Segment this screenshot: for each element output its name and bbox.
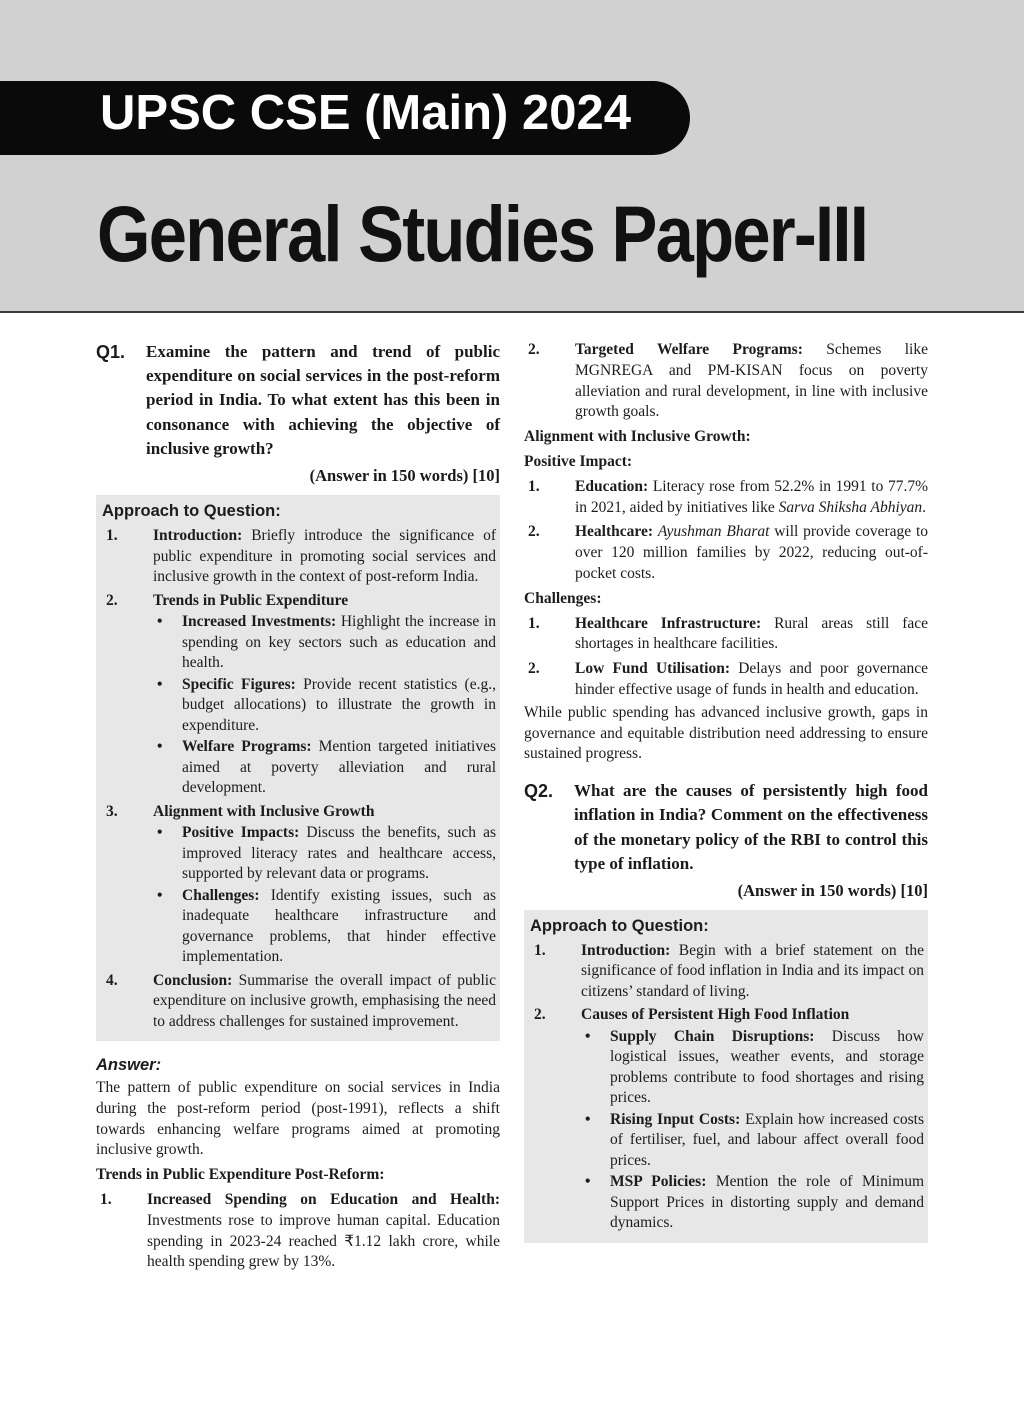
subitem-text: Mention the role of Minimum Support Prices in distorting supply and demand dynamics. <box>610 1173 925 1232</box>
question-text: What are the causes of persistently high food inflation in India? Comment on the effectiveness of the monetary policy of the RBI to control this type of inflation. <box>574 781 928 873</box>
approach-title: Approach to Question: <box>102 502 281 521</box>
approach-item <box>102 971 496 1033</box>
answer-conclusion: While public spending has advanced inclusive growth, gaps in governance and equitable distribution need addressing to ensure sustained progress. <box>524 703 928 763</box>
item-number: 1. <box>534 941 546 959</box>
approach-item <box>102 526 496 588</box>
answer-title: Answer: <box>96 1056 162 1075</box>
item-number: 2. <box>106 591 118 609</box>
bullet: • <box>157 738 163 756</box>
approach-subitem <box>153 737 496 799</box>
subitem-label: Specific Figures: <box>182 675 296 693</box>
item-text: Briefly introduce the significance of public expenditure in promoting social services and inclusive growth in the context of post-reform India. <box>153 527 496 586</box>
answer-item <box>524 659 928 701</box>
question-text: Examine the pattern and trend of public expenditure on social services in the post-reform period in India. To what extent has this been in consonance with achieving the objective of inclusive growth? <box>146 342 500 458</box>
approach-title: Approach to Question: <box>530 916 709 935</box>
approach-box <box>96 495 500 1041</box>
item-label: Causes of Persistent High Food Inflation <box>581 1006 850 1024</box>
approach-subitem <box>581 1172 924 1234</box>
item-text: Investments rose to improve human capital. Education spending in 2023-24 reached ₹1.12 lakh crore, while health spending grew by 13%. <box>147 1211 500 1271</box>
scheme-name: Sarva Shiksha Abhiyan <box>778 498 923 516</box>
item-number: 4. <box>106 971 118 989</box>
question-number: Q1. <box>96 342 126 362</box>
item-label: Low Fund Utilisation: <box>575 660 731 678</box>
subitem-text: Identify existing issues, such as inadequate healthcare infrastructure and governance problems, that hinder effective implementation. <box>182 886 496 966</box>
page-header <box>0 0 1024 313</box>
approach-subitem <box>153 675 496 737</box>
left-column <box>96 340 500 1273</box>
question-number: Q2. <box>524 781 554 802</box>
item-label: Education: <box>575 477 649 495</box>
subitem-text: Provide recent statistics (e.g., budget allocations) to illustrate the growth in expenditure. <box>182 675 496 734</box>
subitem-text: Discuss the benefits, such as improved literacy rates and healthcare access, supported by relevant data or programs. <box>182 824 496 883</box>
approach-subitem <box>581 1027 924 1109</box>
approach-item <box>530 941 924 1003</box>
positive-heading: Positive Impact: <box>524 452 633 470</box>
approach-subitem <box>581 1110 924 1172</box>
exam-banner <box>0 81 690 155</box>
subitem-text: Discuss how logistical issues, weather events, and storage problems contribute to food shortages and rising prices. <box>610 1027 925 1107</box>
item-number: 2. <box>528 341 540 358</box>
item-number: 3. <box>106 802 118 820</box>
subitem-text: Explain how increased costs of fertiliser, fuel, and labour affect overall food prices. <box>610 1110 924 1169</box>
item-number: 1. <box>106 527 118 545</box>
approach-subitem <box>153 886 496 968</box>
bullet: • <box>157 675 163 693</box>
exam-title: UPSC CSE (Main) 2024 <box>100 86 631 140</box>
item-label: Trends in Public Expenditure <box>153 591 349 609</box>
item-label: Alignment with Inclusive Growth <box>153 802 375 820</box>
item-label: Introduction: <box>581 941 671 959</box>
item-text: . <box>922 498 927 516</box>
bullet: • <box>585 1027 591 1045</box>
scheme-name: Ayushman Bharat <box>657 523 770 541</box>
item-text: Summarise the overall impact of public expenditure on inclusive growth, emphasising the need to address challenges for sustained improvement. <box>153 971 496 1030</box>
subitem-label: Positive Impacts: <box>182 824 300 842</box>
approach-subitem <box>153 612 496 674</box>
item-number: 1. <box>528 477 540 495</box>
bullet: • <box>157 886 163 904</box>
answer-item <box>524 614 928 656</box>
item-label: Targeted Welfare Programs: <box>575 341 803 358</box>
item-label: Introduction: <box>153 527 243 545</box>
paper-title: General Studies Paper-III <box>97 189 868 278</box>
item-label: Conclusion: <box>153 971 233 989</box>
item-text: Schemes like MGNREGA and PM-KISAN focus on poverty alleviation and rural development, in line with inclusive growth goals. <box>575 341 928 421</box>
item-label: Healthcare Infrastructure: <box>575 614 762 632</box>
question-1 <box>96 340 500 489</box>
answer-intro: The pattern of public expenditure on social services in India during the post-reform period (post-1991), reflects a shift towards enhancing welfare programs aimed at promoting inclusive growth. <box>96 1079 500 1159</box>
answer-item <box>96 1190 500 1273</box>
item-number: 1. <box>100 1191 112 1208</box>
alignment-heading: Alignment with Inclusive Growth: <box>524 428 751 446</box>
answer-item <box>524 522 928 584</box>
bullet: • <box>157 613 163 631</box>
trends-heading: Trends in Public Expenditure Post-Reform: <box>96 1166 385 1184</box>
item-number: 2. <box>528 660 540 678</box>
question-2 <box>524 779 928 904</box>
approach-item <box>530 1005 924 1234</box>
item-label: Healthcare: <box>575 523 654 541</box>
subitem-label: Rising Input Costs: <box>610 1110 741 1128</box>
right-column <box>524 340 928 1243</box>
item-text: will provide coverage to over 120 million families by 2022, reducing out-of-pocket costs. <box>575 523 928 582</box>
item-text: Rural areas still face shortages in healthcare facilities. <box>575 614 929 653</box>
item-number: 2. <box>528 523 540 541</box>
item-text: Delays and poor governance hinder effective usage of funds in health and education. <box>575 660 929 698</box>
approach-subitem <box>153 823 496 885</box>
subitem-text: Mention targeted initiatives aimed at poverty alleviation and rural development. <box>182 738 496 797</box>
question-marks: (Answer in 150 words) [10] <box>309 466 500 486</box>
subitem-text: Highlight the increase in spending on key sectors such as education and health. <box>182 613 496 672</box>
subitem-label: Supply Chain Disruptions: <box>610 1027 815 1045</box>
subitem-label: Increased Investments: <box>182 613 337 631</box>
answer-item <box>524 340 928 423</box>
item-text: Literacy rose from 52.2% in 1991 to 77.7% in 2021, aided by initiatives like <box>575 477 928 516</box>
approach-box <box>524 910 928 1243</box>
bullet: • <box>585 1173 591 1191</box>
bullet: • <box>157 824 163 842</box>
subitem-label: MSP Policies: <box>610 1173 707 1191</box>
challenges-heading: Challenges: <box>524 589 602 607</box>
bullet: • <box>585 1110 591 1128</box>
subitem-label: Welfare Programs: <box>182 738 312 756</box>
item-text: Begin with a brief statement on the significance of food inflation in India and its impact on citizens’ standard of living. <box>581 941 924 1000</box>
approach-item <box>102 802 496 968</box>
subitem-label: Challenges: <box>182 886 260 904</box>
question-marks: (Answer in 150 words) [10] <box>737 880 928 900</box>
approach-item <box>102 591 496 799</box>
item-number: 2. <box>534 1006 546 1024</box>
item-label: Increased Spending on Education and Health: <box>147 1191 500 1208</box>
item-number: 1. <box>528 614 540 632</box>
answer-item <box>524 477 928 519</box>
